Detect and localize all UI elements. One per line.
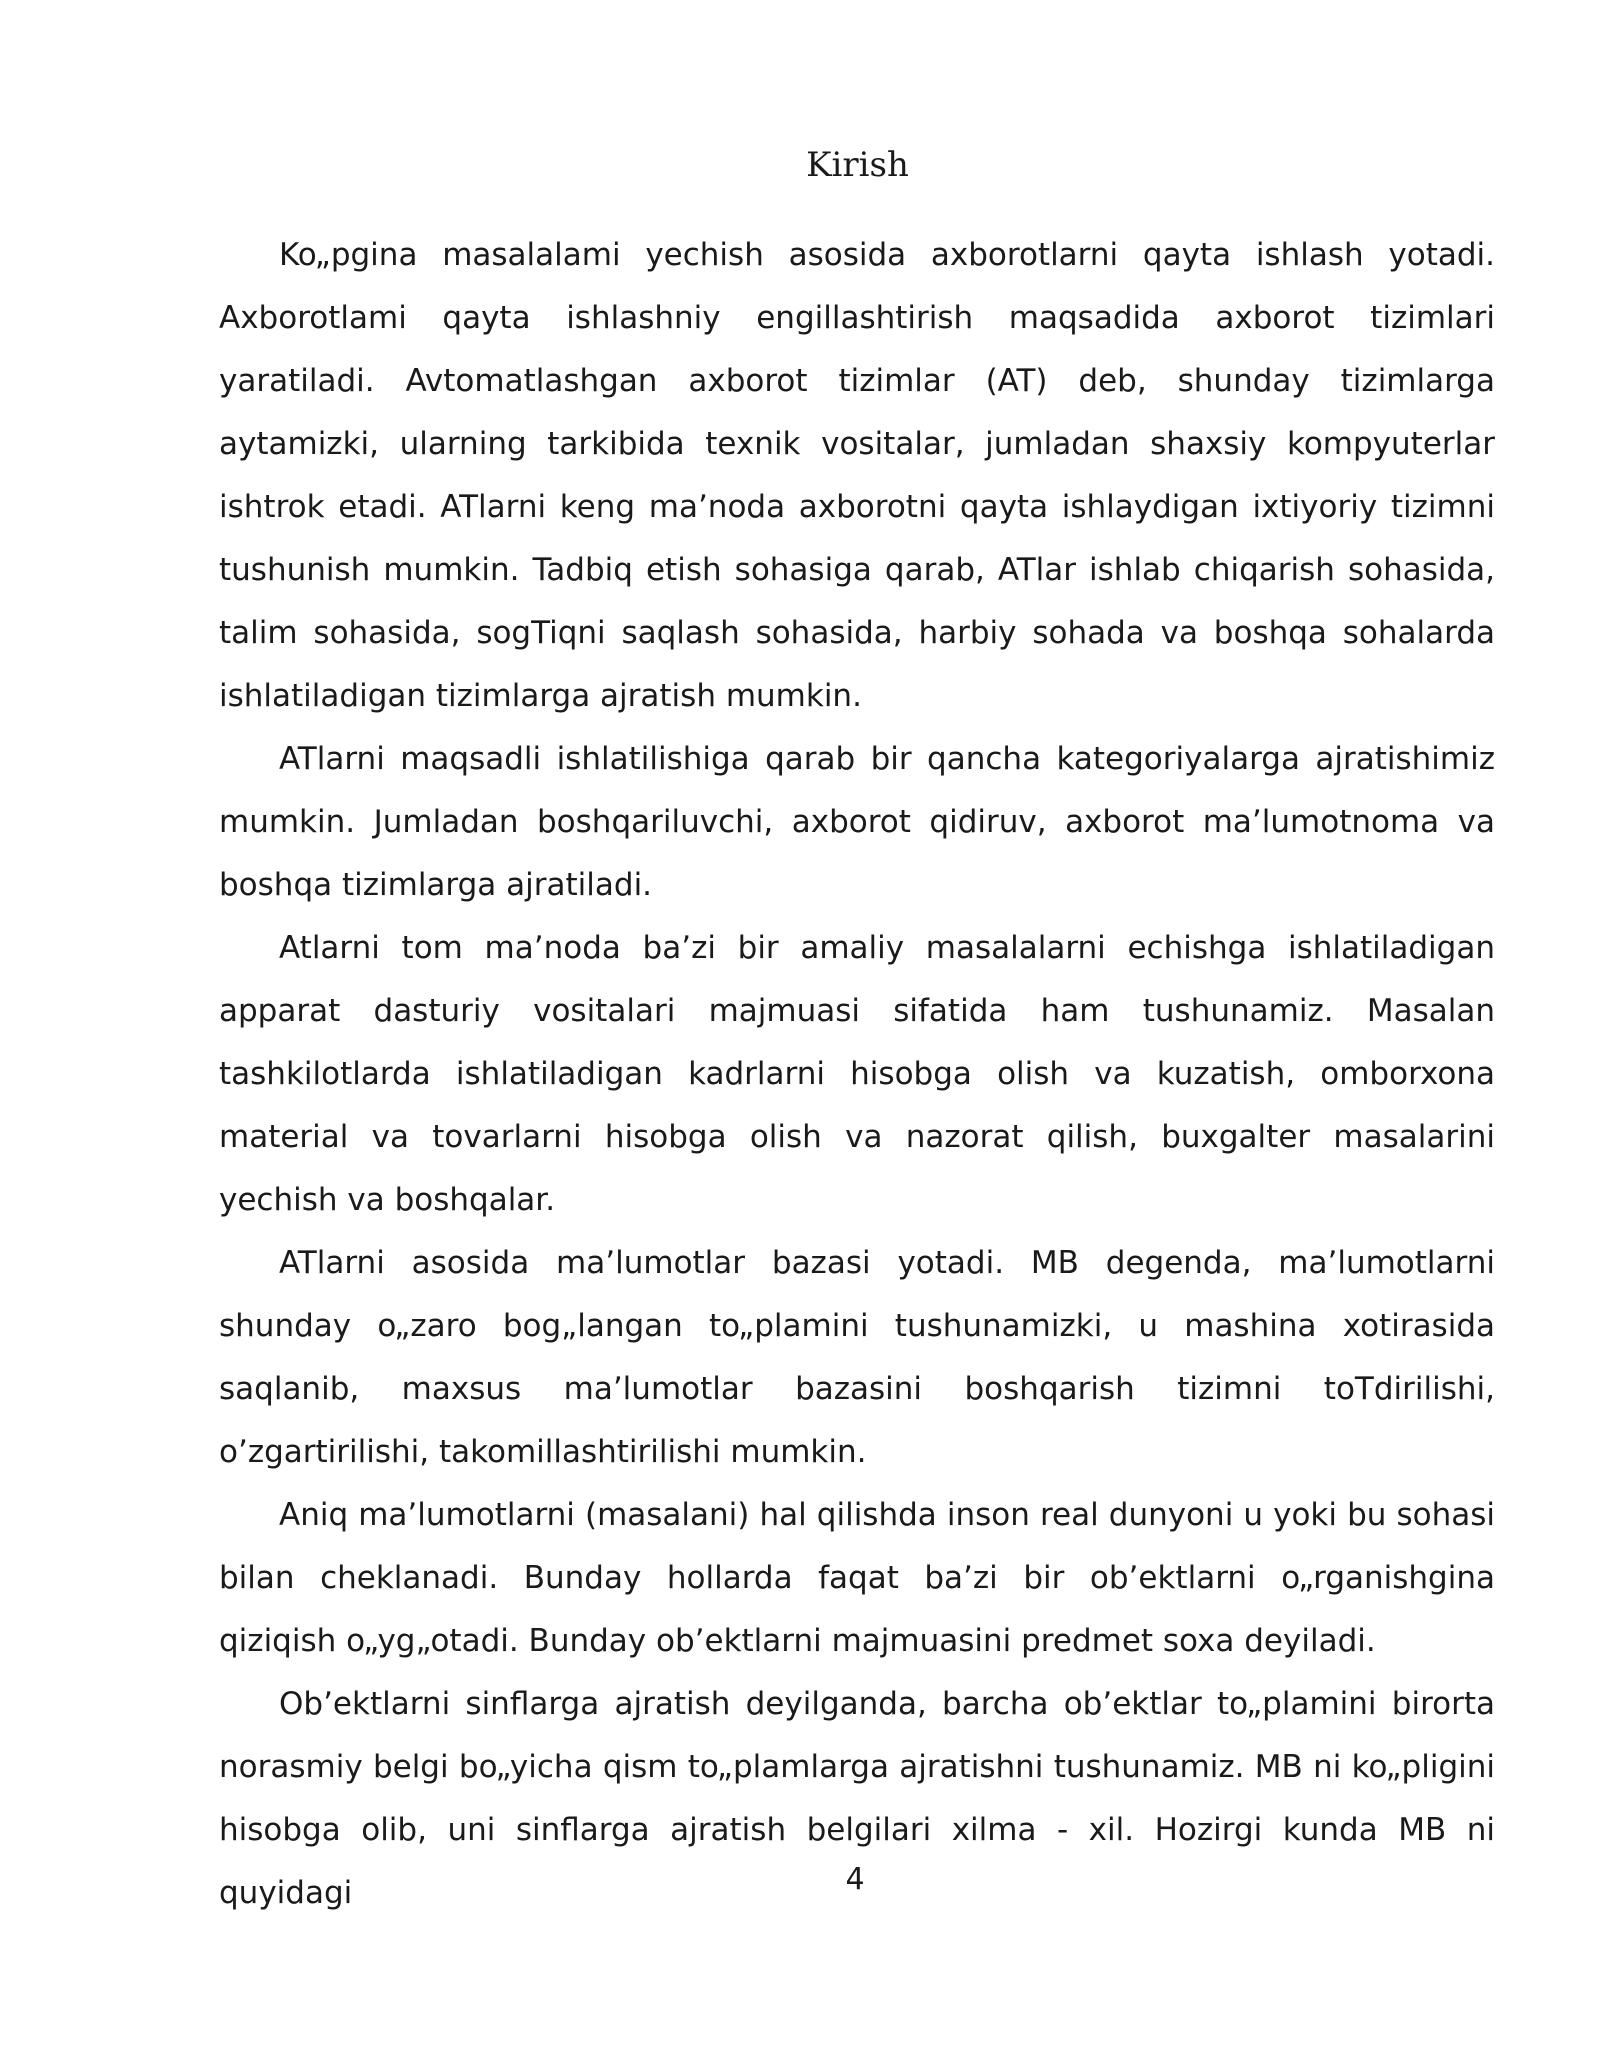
paragraph: Atlarni tom ma’noda ba’zi bir amaliy masalalarni echishga ishlatiladigan apparat dasturiy vositalari majmuasi sifatida ham tushunamiz. Masalan tashkilotlarda ishlatiladigan kadrlarni hisobga olish va kuzatish, omborxona material va tovarlarni hisobga olish va nazorat qilish, buxgalter masalarini yechish va boshqalar.	[219, 930, 1495, 1218]
paragraph: Ko„pgina masalalami yechish asosida axborotlarni qayta ishlash yotadi. Axborotlami qayta ishlashniy engillashtirish maqsadida axborot tizimlari yaratiladi. Avtomatlashgan axborot tizimlar (AT) deb, shunday tizimlarga aytamizki, ularning tarkibida texnik vositalar, jumladan shaxsiy kompyuterlar ishtrok etadi. ATlarni keng ma’noda axborotni qayta ishlaydigan ixtiyoriy tizimni tushunish mumkin. Tadbiq etish sohasiga qarab, ATlar ishlab chiqarish sohasida, talim sohasida, sogTiqni saqlash sohasida, harbiy sohada va boshqa sohalarda ishlatiladigan tizimlarga ajratish mumkin.	[219, 237, 1495, 714]
paragraph: Aniq ma’lumotlarni (masalani) hal qilishda inson real dunyoni u yoki bu sohasi bilan cheklanadi. Bunday hollarda faqat ba’zi bir ob’ektlarni o„rganishgina qiziqish o„yg„otadi. Bunday ob’ektlarni majmuasini predmet soxa deyiladi.	[219, 1497, 1495, 1659]
paragraph: ATlarni asosida ma’lumotlar bazasi yotadi. MB degenda, ma’lumotlarni shunday o„zaro bog„langan to„plamini tushunamizki, u mashina xotirasida saqlanib, maxsus ma’lumotlar bazasini boshqarish tizimni toTdirilishi, o’zgartirilishi, takomillashtirilishi mumkin.	[219, 1245, 1495, 1470]
paragraph: Ob’ektlarni sinflarga ajratish deyilganda, barcha ob’ektlar to„plamini birorta norasmiy belgi bo„yicha qism to„plamlarga ajratishni tushunamiz. MB ni ko„pligini hisobga olib, uni sinflarga ajratish belgilari xilma - xil. Hozirgi kunda MB ni quyidagi	[219, 1686, 1495, 1911]
body-text	[219, 224, 1495, 1925]
page-number: 4	[845, 1862, 865, 1897]
page-title: Kirish	[806, 145, 909, 185]
paragraph: ATlarni maqsadli ishlatilishiga qarab bir qancha kategoriyalarga ajratishimiz mumkin. Jumladan boshqariluvchi, axborot qidiruv, axborot ma’lumotnoma va boshqa tizimlarga ajratiladi.	[219, 741, 1495, 903]
